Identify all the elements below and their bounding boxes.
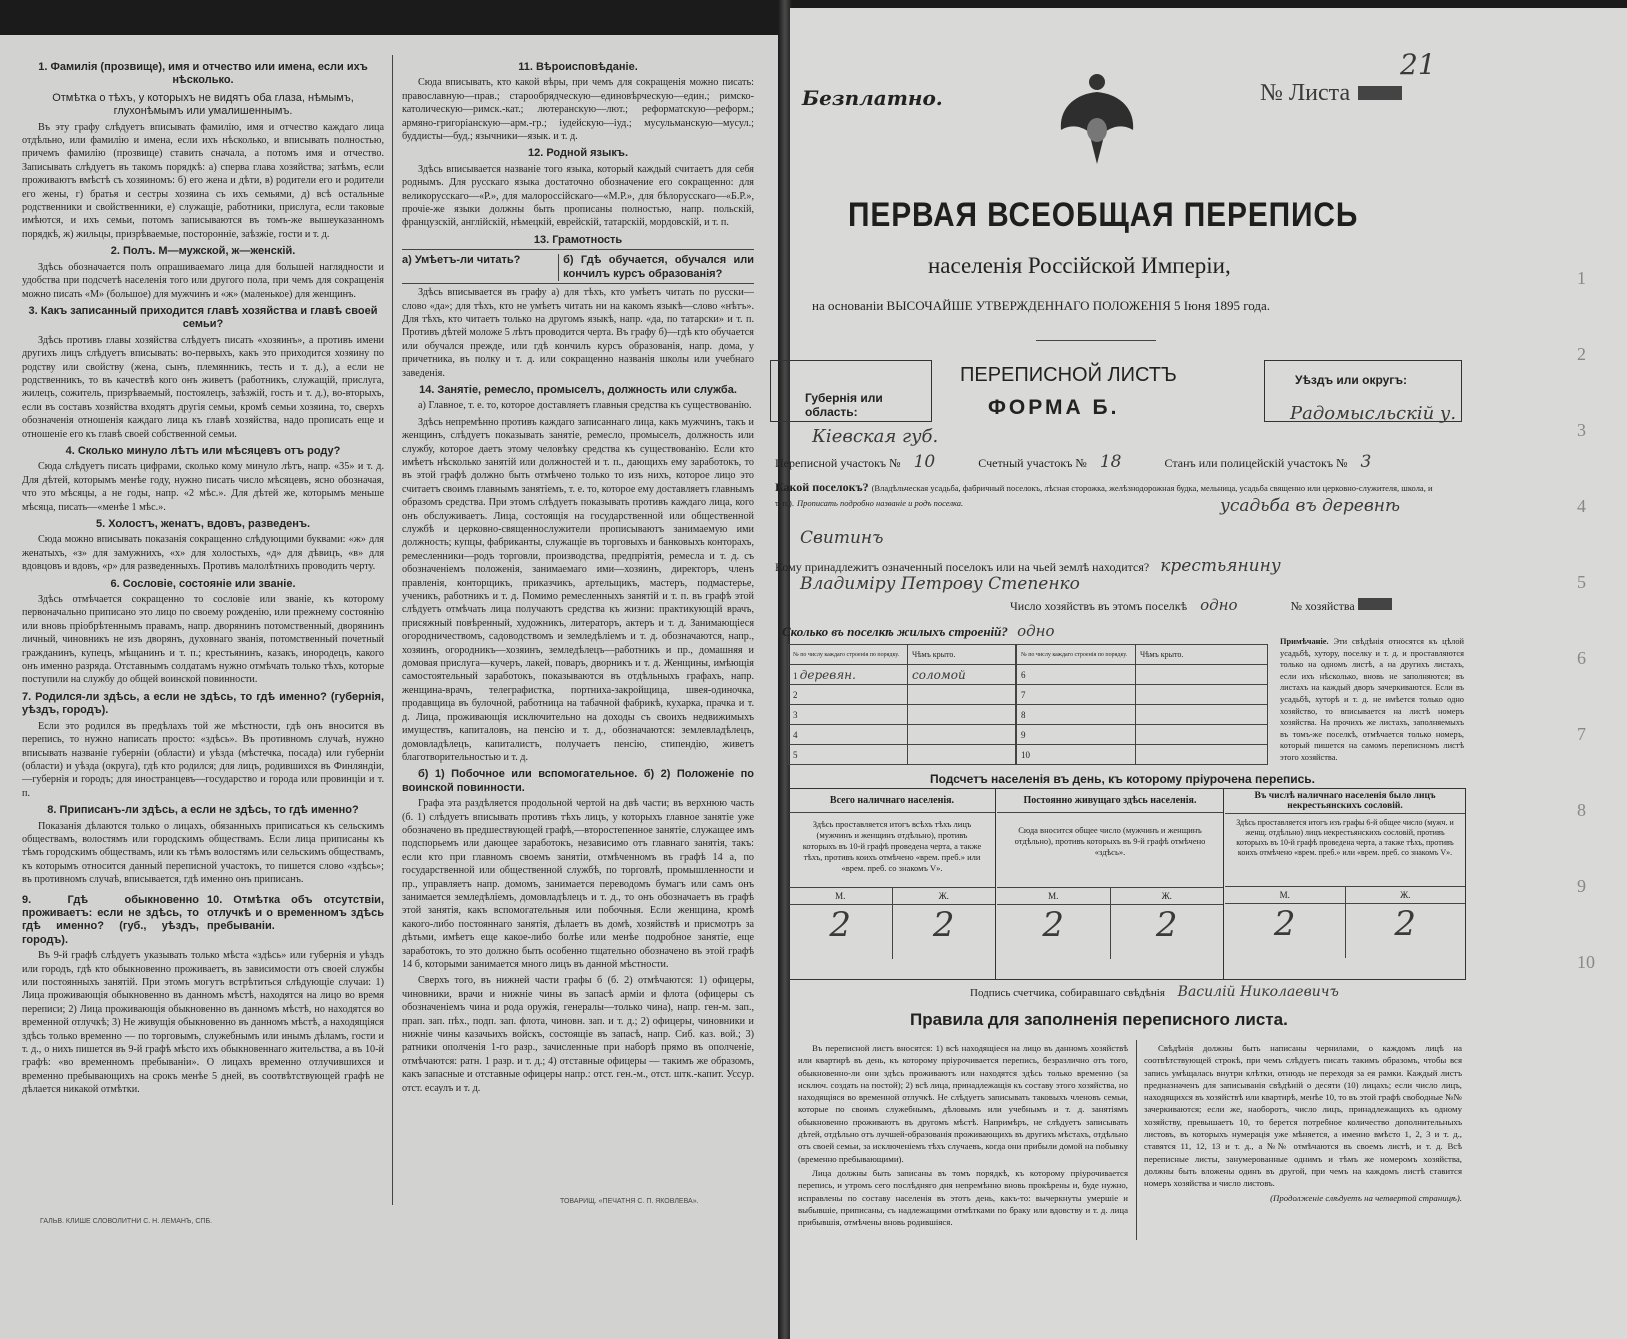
instructions-column-1 bbox=[22, 57, 384, 1100]
female-header: Ж. bbox=[1400, 890, 1411, 900]
gubernia-value: Кіевская губ. bbox=[812, 426, 939, 447]
document-subtitle-2: на основаніи ВЫСОЧАЙШЕ УТВЕРЖДЕННАГО ПОЛОЖЕНІЯ 5 Іюня 1895 года. bbox=[812, 298, 1271, 313]
margin-row-number: 4 bbox=[1577, 496, 1586, 516]
margin-row-number: 10 bbox=[1577, 952, 1595, 972]
section-text: Въ 9-й графѣ слѣдуетъ указывать только мѣста «здѣсь» или губернія и уѣздъ или городъ, гдѣ кто обыкновенно проживаетъ, въ зависимости отъ своей службы или постоянныхъ занятій. При этомъ могутъ встрѣтиться слѣдующіе случаи: 1) Лица проживающія обыкновенно въ данномъ мѣстѣ, находятся на лицо во время переписи; 2) Лица проживающія обыкновенно въ данномъ мѣстѣ, но находятся во временной отлучкѣ; 3) Не живущія обыкновенно въ данномъ мѣстѣ, а находящіяся здѣсь только временно — по торговымъ, служебнымъ или инымъ дѣламъ, гости и т. д., о нихъ пишется въ 9-й графѣ мѣсто ихъ обыкновеннаго жительства, а въ 10-й графѣ: «во временномъ пребываніи». О лицахъ временно отлучившихся и временно пребывающихъ на срокъ менѣе 5 дней, въ соотвѣтствующей графѣ не дѣлается никакой отмѣтки. bbox=[22, 950, 384, 1096]
uchastok-row bbox=[775, 452, 1371, 472]
section-text: Сюда слѣдуетъ писать цифрами, сколько кому минуло лѣтъ, напр. «35» и т. д. Для дѣтей, которымъ менѣе году, нужно писать число мѣсяцевъ, ясно обозначая, что это мѣсяцы, а не годы, напр. «2 мѣс.». Для дѣтей же, которымъ меньше мѣсяца, писать—«менѣе 1 мѣс.». bbox=[22, 461, 384, 513]
section-title: 8. Приписанъ-ли здѣсь, а если не здѣсь, то гдѣ именно? bbox=[47, 804, 359, 817]
male-header: М. bbox=[997, 888, 1111, 904]
rules-column-1 bbox=[798, 1042, 1128, 1228]
count-value: 2 bbox=[1394, 904, 1417, 944]
table-row bbox=[789, 725, 1016, 745]
count-value: 2 bbox=[1155, 905, 1178, 945]
right-page bbox=[775, 8, 1627, 1339]
male-header: М. bbox=[1225, 887, 1346, 903]
section-text: Сюда вписывать, кто какой вѣры, при чемъ для сокращенія можно писать: православную—прав.; старообрядческую—единовѣрческую—един.; римско-католическую—римск.-кат.; лютеранскую—лют.; реформатскую—реформ.; армяно-григоріанскую—арм.-гр.; іудейскую—іуд.; мусульманскую—мусул.; буддисты—буд.; язычники—язык. и т. д. bbox=[402, 77, 754, 143]
gubernia-box bbox=[770, 360, 932, 422]
household-number-label: № хозяйства bbox=[1290, 599, 1355, 613]
buildings-value: одно bbox=[1017, 622, 1055, 640]
margin-row-number: 1 bbox=[1577, 268, 1586, 288]
printer-note: ГАЛЬВ. КЛИШЕ СЛОВОЛИТНИ С. Н. ЛЕМАНЪ, СПБ. bbox=[40, 1218, 212, 1225]
table-cell: 2 bbox=[789, 685, 908, 705]
count-value: 2 bbox=[1225, 904, 1346, 958]
count-column-noncrestian bbox=[1225, 789, 1465, 979]
section-text: Въ эту графу слѣдуетъ вписывать фамилію, имя и отчество каждаго лица отдѣльно, или фамилію и имена, если ихъ нѣсколько, и вписывать полностью, причемъ фамилію (прозвище) ставить сначала, а потомъ имя и отчество. Записывать слѣдуетъ въ такомъ порядкѣ: а) сперва глава хозяйства; затѣмъ, если проживаютъ вмѣстѣ съ хозяиномъ: б) его жена и дѣти, в) родители его и родители его жены, г) братья и сестры хозяина съ ихъ семьями, д) всѣ остальные родственники и свойственники, е) служащіе, работники, прислуга, если таковые имѣются, и ихъ семьи, потомъ записываются въ томъ-же вышеуказанномъ порядкѣ, ж) жильцы, призрѣваемые, посторонніе, заѣзжіе, гости и т. д. bbox=[22, 121, 384, 240]
section-title: 7. Родился-ли здѣсь, а если не здѣсь, то гдѣ именно? (губернія, уѣздъ, городъ). bbox=[22, 690, 384, 717]
households-value: одно bbox=[1200, 596, 1238, 614]
table-cell: деревян. bbox=[799, 667, 856, 682]
printer-note: ТОВАРИЩ. «ПЕЧАТНЯ С. П. ЯКОВЛЕВА». bbox=[560, 1198, 699, 1205]
table-cell: 3 bbox=[789, 705, 908, 725]
signature-row bbox=[970, 984, 1339, 1000]
count-column-title: Всего наличнаго населенія. bbox=[789, 789, 995, 813]
households-row bbox=[1010, 596, 1392, 614]
section-text: Здѣсь непремѣнно противъ каждаго записаннаго лица, какъ мужчинъ, такъ и женщинъ, слѣдуетъ показывать занятіе, ремесло, промыселъ, должность или службу, которое даетъ этому человѣку средства къ существованію. Если кто имѣетъ нѣсколько занятій или должностей и т. п., дающихъ ему заработокъ, то въ этой графѣ должно быть отмѣчено только то изъ нихъ, которое лицо это считаетъ своимъ главнымъ занятіемъ, т. е. то, которое ему доставляетъ главнымъ образомъ средства. При этомъ слѣдуетъ показывать противъ каждаго лица, кого онъ обслуживаетъ. Лица, состоящія на государственной или общественной службѣ и церковно-священнослужители прописываютъ занимаемую ими должность; купцы, фабриканты, служащіе въ торговыхъ и банковыхъ конторахъ, ремесленники—родъ торговли, производства, предпріятія, ремесла и т. д. съ обозначеніемъ положенія, занимаемаго ими—хозяинъ, директоръ, членъ правленія, конторщикъ, приказчикъ, артельщикъ, мастеръ, подмастерье, ученикъ, работникъ и т. д. Помимо ремесленныхъ занятій и т. п. въ графѣ этой слѣдуетъ отмѣчать лица получаютъ средства къ жизни: практикующій врачъ, присяжный повѣренный, художникъ, литераторъ, актеръ и т. д. Занимающіеся огородничествомъ, садоводствомъ и земледѣліемъ и т. д. обозначаются, напр., хозяинъ, огородникъ—хозяинъ, земледѣлецъ—работникъ и пр., домашняя и домовая прислуга—кучеръ, лакей, поваръ, дворникъ и т. д. Женщины, имѣющія самостоятельный заработокъ, показываются въ отдѣльныхъ графахъ, напр. женщина-врачъ, телеграфистка, портниха-закройщица, швея-одиночка, продавщица въ булочной, работница на табачной фабрикѣ, кухарка, прачка и т. д. Лица, проживающія исключительно на доходы съ своихъ недвижимыхъ имуществъ, капиталовъ, на пенсію и т. д., обозначаются: землевладѣлецъ, домовладѣлецъ, капиталистъ, получаетъ пенсію, стипендію, живетъ благотворительностью и т. д. bbox=[402, 416, 754, 763]
count-value: 2 bbox=[789, 905, 893, 959]
margin-row-number: 3 bbox=[1577, 420, 1586, 440]
section-text: Сюда можно вписывать показанія сокращенно слѣдующими буквами: «ж» для женатыхъ, «з» для замужнихъ, «х» для холостыхъ, «д» для дѣвицъ, «в» для вдовцовъ и вдовъ, «р» для разведенныхъ. Противъ малолѣтнихъ проводить черту. bbox=[22, 534, 384, 573]
population-count-table bbox=[788, 788, 1466, 980]
uchastok-label: Переписной участокъ № bbox=[775, 456, 901, 470]
sheet-number-value: 21 bbox=[1400, 48, 1436, 81]
column-divider bbox=[1136, 1040, 1137, 1240]
section-text: Графа эта раздѣляется продольной чертой на двѣ части; въ верхнюю часть (б. 1) слѣдуетъ вписывать противъ тѣхъ лицъ, у которыхъ главное занятіе уже обозначено въ предшествующей графѣ,—второстепенное занятіе, служащее имъ подспорьемъ или дающее заработокъ, независимо отъ главнаго занятія, такъ: если кто при главномъ своемъ занятіи, отмѣченномъ въ графѣ 14 а, по государственной или общественной службѣ, по торговлѣ, промышленности и пр., управляетъ напр. домомъ, занимается переводомъ бумагъ или самъ онъ занимается земледѣліемъ, домовладѣлецъ и т. д., то онъ обозначаетъ въ графѣ этой занятія, какъ вспомогательныя или побочныя. Если женщина, кромѣ какого-либо постояннаго занятія, дѣлаетъ въ домѣ, хозяйствѣ и присмотръ за дѣтьми, имѣетъ еще какое-либо болѣе или менѣе подробное занятіе, еще заработокъ, то это должно быть особенно тщательно обозначено въ этой графѣ 14 б, которыми занимается много лицъ въ данной мѣстности. bbox=[402, 798, 754, 970]
count-column-text: Здѣсь проставляется итогъ изъ графы 6-й общее число (мужч. и женщ. отдѣльно) лицъ некрестьянскихъ сословій, противъ которыхъ въ 10-й графѣ проведена черта, а также тѣхъ, противъ коихъ отмѣчено «врем. преб.» или «врем. преб. со знакомъ V». bbox=[1236, 818, 1454, 857]
households-label: Число хозяйствъ въ этомъ поселкѣ bbox=[1010, 599, 1188, 613]
table-header: № по числу каждаго строенія по порядку. bbox=[1017, 645, 1136, 665]
redaction-mark bbox=[1358, 86, 1402, 100]
rules-continue-note: (Продолженіе слѣдуетъ на четвертой страницѣ). bbox=[1270, 1192, 1462, 1203]
table-row bbox=[1017, 665, 1268, 685]
buildings-row bbox=[782, 622, 1055, 640]
count-column-permanent bbox=[997, 789, 1224, 979]
margin-row-number: 9 bbox=[1577, 876, 1586, 896]
buildings-table-right bbox=[1016, 644, 1268, 765]
section-subtitle: б) 1) Побочное или вспомогательное. б) 2) Положеніе по воинской повинности. bbox=[402, 768, 754, 794]
table-row bbox=[789, 745, 1016, 765]
section-title: 1. Фамилія (прозвище), имя и отчество или имена, если ихъ нѣсколько. bbox=[38, 61, 368, 87]
owner-value: крестьянину bbox=[1160, 556, 1281, 576]
margin-row-number: 5 bbox=[1577, 572, 1586, 592]
table-header: № по числу каждаго строенія по порядку. bbox=[789, 645, 908, 665]
table-cell: 6 bbox=[1017, 665, 1136, 685]
section-title: 14. Занятіе, ремесло, промыселъ, должность или служба. bbox=[419, 383, 737, 396]
table-header: Чѣмъ крыто. bbox=[908, 645, 1016, 665]
gubernia-label: Губернія или область: bbox=[805, 391, 883, 419]
table-cell: 5 bbox=[789, 745, 908, 765]
section-title: 6. Сословіе, состояніе или званіе. bbox=[110, 577, 296, 590]
section-text: Здѣсь вписывается названіе того языка, который каждый считаетъ для себя роднымъ. Для русскаго языка достаточно обозначение его сокращенно: для великорусскаго—«Р.», для малороссійскаго—«М.Р.», для бѣлорусскаго—«Б.Р.», прочіе-же языки должны быть прописаны полностью, напр. польскій, французскій, англійскій, нѣмецкій, еврейскій, татарскій, мордовскій, и т. п. bbox=[402, 163, 754, 229]
buildings-table-left bbox=[788, 644, 1016, 765]
rules-column-2 bbox=[1144, 1042, 1462, 1204]
rules-title: Правила для заполненія переписного листа. bbox=[910, 1010, 1288, 1029]
table-cell: 4 bbox=[789, 725, 908, 745]
note-text: Эти свѣдѣнія относятся къ цѣлой усадьбѣ, хутору, поселку и т. д. и проставляются только на одномъ листѣ, а на другихъ листахъ, если ихъ нѣсколько, вновь не заполняются; въ листахъ на каждый дворъ зачеркиваются. Если въ усадьбѣ, хуторѣ и т. д. не имѣется только одно хозяйство, то вписывается на листѣ номеръ хозяйства. На прочихъ же листахъ, заполняемыхъ въ томъ-же поселкѣ, отмѣчается только номеръ, который пишется на самомъ переписномъ листѣ этого хозяйства. bbox=[1280, 637, 1465, 762]
table-cell: соломой bbox=[908, 665, 1016, 685]
section-subtitle: а) Главное, т. е. то, которое доставляетъ главныя средства къ существованію. bbox=[418, 400, 752, 412]
section-title: 12. Родной языкъ. bbox=[527, 147, 628, 160]
table-row bbox=[1017, 705, 1268, 725]
margin-row-number: 8 bbox=[1577, 800, 1586, 820]
redaction-mark bbox=[1358, 598, 1392, 610]
stan-value: 3 bbox=[1360, 452, 1372, 472]
section-text: Если это родился въ предѣлахъ той же мѣстности, гдѣ онъ вносится въ перепись, то нужно написать просто: «здѣсь». Въ противномъ случаѣ, нужно вписывать названіе губерніи (области) и уѣзда (мѣстечка, посада) или губерніи (области) и уѣзда (округа), гдѣ кто родился; для лицъ, родившихся въ Финляндіи,—губернія и городъ; для иностранцевъ—государство и города или провинціи и т. п. bbox=[22, 720, 384, 799]
stan-label: Станъ или полицейскій участокъ № bbox=[1164, 456, 1348, 470]
section-text: Сверхъ того, въ нижней части графы б (б. 2) отмѣчаются: 1) офицеры, чиновники, врачи и нижніе чины въ запасѣ арміи и флота (офицеры съ обозначеніемъ чина и рода оружія, генералы—только чина), напр. ген-м. зап., прап. зап. пѣх., подп. зап. флота, чиновн. зап. и т. д.; 2) офицеры, чиновники и нижніе чины казачьихъ войскъ, состоящіе въ запасѣ, напр. Сиб. каз. вой.; 3) ратники ополченія 1-го разр., зачисленные при наборѣ прямо въ ополченіе, отмѣчаются: ратн. 1 разр. и т. д.; 4) отставные офицеры — такимъ же образомъ, какъ запасные и отставные офицеры напр.: отст. ген.-м., отст. штк.-капит. Уссур. отст. есаулъ и т. д. bbox=[402, 975, 754, 1094]
table-cell: 10 bbox=[1017, 745, 1136, 765]
poselok-description: (Владѣльческая усадьба, фабричный поселокъ, лѣсная сторожка, желѣзнодорожная будка, мельница, усадьба священно или церковно-служителя, школа, и т. п.). bbox=[775, 483, 1433, 508]
rules-text: Въ переписной листъ вносятся: 1) всѣ находящіеся на лицо въ данномъ хозяйствѣ или квартирѣ въ день, къ которому пріурочивается перепись, безразлично отъ того, обыкновенно-ли они здѣсь проживаютъ или находятся здѣсь только временно (за исключ. создать на постой); 2) всѣ лица, принадлежащія къ составу этого хозяйства, но находящіяся во временной отлучкѣ. Не слѣдуетъ записывать таковыхъ членовъ семьи, которые по своимъ служебнымъ, дѣловымъ или учебнымъ и т. д. занятіямъ обыкновенно проживаютъ въ другомъ мѣстѣ. Напримѣръ, не слѣдуетъ записывать дѣтей, отдѣльно отъ лучшей-образованія проживающихъ въ другихъ мѣстахъ, отдѣльно отъ своей семьи, за исключеніемъ тѣхъ случаевъ, когда они прибыли домой на побывку (временно пребывающими). bbox=[798, 1043, 1128, 1164]
margin-row-number: 6 bbox=[1577, 648, 1586, 668]
section-text: Здѣсь обозначается полъ опрашиваемаго лица для большей наглядности и удобства при подсчетѣ населенія того или другого пола, при чемъ для сокращенія можно писать «М» (большое) для мужчинъ и «ж» (маленькое) для женщинъ. bbox=[22, 261, 384, 300]
schetny-label: Счетный участокъ № bbox=[978, 456, 1087, 470]
table-row bbox=[1017, 725, 1268, 745]
divider bbox=[1036, 340, 1156, 341]
margin-row-number: 7 bbox=[1577, 724, 1586, 744]
owner-row bbox=[775, 556, 1281, 576]
poselok-value: усадьба въ деревнѣ bbox=[1220, 496, 1400, 516]
table-header: Чѣмъ крыто. bbox=[1136, 645, 1268, 665]
count-column-title: Въ числѣ наличнаго населенія было лицъ некрестьянскихъ сословій. bbox=[1225, 789, 1465, 814]
table-row bbox=[789, 665, 1016, 685]
table-cell: 7 bbox=[1017, 685, 1136, 705]
count-value: 2 bbox=[932, 905, 955, 945]
table-row bbox=[789, 685, 1016, 705]
table-row bbox=[1017, 745, 1268, 765]
section-title: 13. Грамотность bbox=[533, 233, 623, 246]
section-title: 2. Полъ. М—мужской, ж—женскій. bbox=[110, 245, 296, 258]
sheet-number-field bbox=[1260, 48, 1436, 107]
table-cell: 9 bbox=[1017, 725, 1136, 745]
table-row bbox=[1017, 685, 1268, 705]
column-divider bbox=[392, 55, 393, 1205]
section-title: 4. Сколько минуло лѣтъ или мѣсяцевъ отъ роду? bbox=[65, 444, 341, 457]
rules-text: Свѣдѣнія должны быть написаны чернилами, о каждомъ лицѣ на соотвѣтствующей строкѣ, при чемъ слѣдуетъ писать такимъ образомъ, чтобы вся запись умѣщалась внутри клѣтки, отнюдь не переходя за ея рамки. Каждый листъ предназначенъ для записыванія свѣдѣній о десяти (10) лицахъ; если число лицъ, находящихся въ хозяйствѣ или квартирѣ, менѣе 10, то въ этой графѣ свободные №№ зачеркиваются; если же, наоборотъ, число лицъ, принадлежащихъ къ одному хозяйству, превышаетъ 10, то берется потребное количество дополнительныхъ листовъ, въ которыхъ нумерація уже мѣняется, а именно вмѣсто 1, 2, 3 и т. д., ставятся 11, 12, 13 и т. д., а №№ отмѣчаются въ своемъ листѣ, и т. д. Всѣ переписные листы, занумерованные однимъ и тѣмъ же номеромъ хозяйства, должны быть вложены одинъ въ другой, при чемъ на каждомъ листѣ ставится номеръ хозяйства и число листовъ. bbox=[1144, 1043, 1462, 1189]
signature-value: Василій Николаевичъ bbox=[1177, 984, 1339, 1000]
section-text: Здѣсь вписывается въ графу а) для тѣхъ, кто умѣетъ читать по русски—слово «да»; для тѣхъ, кто не умѣетъ читать ни на какомъ языкѣ—слово «нѣтъ». Для тѣхъ, кто читаетъ только на другомъ языкѣ, напр. «да, по татарски» и т. п. Противъ дѣтей моложе 5 лѣтъ проводится черта. Въ графу б)—гдѣ кто обучается или обучался прежде, или гдѣ кончилъ курсъ образованія, напр. дома, у причетника, въ полку и т. д. или сокращенно названія школы или учебнаго заведенія. bbox=[402, 287, 754, 379]
form-number: ФОРМА Б. bbox=[988, 396, 1120, 419]
form-title: ПЕРЕПИСНОЙ ЛИСТЪ bbox=[960, 364, 1177, 386]
section-subtitle: Отмѣтка о тѣхъ, у которыхъ не видятъ оба глаза, нѣмымъ, глухонѣмымъ или умалишеннымъ. bbox=[52, 91, 354, 118]
rules-text: Лица должны быть записаны въ томъ порядкѣ, къ которому пріурочивается перепись, и утромъ сего послѣдняго дня непремѣнно вновь прокѣрены и, буде нужно, исправлены по составу населенія въ этотъ день, какъ-то: вычеркнуты умершіе и выбывшіе, приписаны, съ надлежащими отмѣтками по браку или вдовству и т. д. лица прибывшія, отмѣчены вновь родившіяся. bbox=[798, 1167, 1128, 1228]
count-title: Подсчетъ населенія въ день, къ которому пріурочена перепись. bbox=[930, 772, 1315, 786]
section-title: 10. Отмѣтка объ отсутствіи, отлучкѣ и о временномъ здѣсь пребываніи. bbox=[207, 893, 384, 933]
uchastok-value: 10 bbox=[913, 452, 936, 472]
margin-row-number: 2 bbox=[1577, 344, 1586, 364]
section-text: Здѣсь противъ главы хозяйства слѣдуетъ писать «хозяинъ», а противъ имени другихъ лицъ слѣдуетъ вписывать: во-первыхъ, какъ это приходится хозяину по родству или свойству (жена, сынъ, племянникъ, тесть и т. д.), а если не родственникъ, то въ качествѣ кого онъ живетъ (работникъ, служащій, прислуга, жилецъ, сожитель, призрѣваемый, постоялецъ, заѣзжій, гость и т. д.), во-вторыхъ, если въ составъ хозяйства входятъ другія семьи, кромѣ семьи хозяина, то, сверхъ обозначенія отношенія каждаго лица къ главѣ хозяйства, надо прописать еще и отношеніе его къ главѣ своей собственной семьи. bbox=[22, 334, 384, 440]
count-column-title: Постоянно живущаго здѣсь населенія. bbox=[997, 789, 1223, 813]
poselok-note: Прописать подробно названіе и родъ поселка. bbox=[796, 498, 964, 508]
female-header: Ж. bbox=[1161, 891, 1172, 901]
note-title: Примѣчаніе. bbox=[1280, 637, 1329, 646]
uezd-value: Радомысльскій у. bbox=[1290, 403, 1457, 424]
section-text: Здѣсь отмѣчается сокращенно то сословіе или званіе, къ которому первоначально приписано это лицо по своему рожденію, или прежнему состоянію или вновь пріобрѣтеннымъ правамъ, напр. дворянинъ потомственный, дворянинъ личный, чиновникъ не изъ дворянъ, духовнаго званія, потомственный почетный гражданинъ, купецъ, мѣщанинъ и т. п.; крестьянинъ, казакъ, инородецъ, какого онъ именно разряда. Отставнымъ солдатамъ нужно отмѣчать только тѣхъ, которые поступили на службу до общей воинской повинности. bbox=[22, 594, 384, 686]
free-label: Безплатно. bbox=[802, 86, 943, 110]
male-header: М. bbox=[789, 888, 893, 904]
section-title: 5. Холостъ, женатъ, вдовъ, разведенъ. bbox=[95, 518, 311, 530]
section-title: 11. Вѣроисповѣданіе. bbox=[518, 61, 638, 73]
double-eagle-emblem-icon bbox=[1055, 68, 1139, 168]
margin-numbers bbox=[1569, 8, 1609, 1339]
poselok-value-2: Свитинъ bbox=[800, 528, 884, 548]
female-header: Ж. bbox=[938, 891, 949, 901]
count-column-text: Здѣсь проставляется итогъ всѣхъ тѣхъ лицъ (мужчинъ и женщинъ отдѣльно), противъ которыхъ въ 10-й графѣ проведена черта, а также тѣхъ, противъ коихъ отмѣчено «врем. преб.» или «врем. преб. со знакомъ V». bbox=[802, 819, 982, 873]
table-cell: 1 bbox=[793, 670, 798, 681]
document-title: ПЕРВАЯ ВСЕОБЩАЯ ПЕРЕПИСЬ bbox=[848, 196, 1359, 234]
owner-value-2: Владиміру Петрову Степенко bbox=[800, 574, 1080, 594]
count-value: 2 bbox=[997, 905, 1111, 959]
owner-label: Кому принадлежитъ означенный поселокъ или на чьей землѣ находится? bbox=[775, 560, 1150, 574]
section-subtitle: б) Гдѣ обучается, обучался или кончилъ курсъ образованія? bbox=[563, 254, 754, 280]
note-block bbox=[1280, 636, 1464, 764]
buildings-label: Сколько въ поселкѣ жилыхъ строеній? bbox=[782, 624, 1008, 639]
schetny-value: 18 bbox=[1099, 452, 1122, 472]
table-row bbox=[789, 705, 1016, 725]
table-cell: 8 bbox=[1017, 705, 1136, 725]
document-subtitle: населенія Россійской Имперіи, bbox=[928, 253, 1231, 278]
count-column-present bbox=[789, 789, 996, 979]
section-text: Показанія дѣлаются только о лицахъ, обязанныхъ приписаться къ сельскимъ обществамъ, волостямъ или городскимъ обществамъ. Если лица приписаны къ тѣмъ городскимъ обществамъ, или къ тѣмъ волостямъ или сельскимъ обществамъ, къ которымъ относится данный переписной участокъ, то пишется слово «здѣсь»; въ противномъ случаѣ, вписывается, гдѣ именно онъ приписанъ. bbox=[22, 820, 384, 886]
section-title: 9. Гдѣ обыкновенно проживаетъ: если не здѣсь, то гдѣ именно? (губ., уѣздъ, городъ). bbox=[22, 893, 199, 946]
poselok-label: Какой поселокъ? bbox=[775, 480, 869, 494]
instructions-column-2 bbox=[402, 57, 754, 1098]
count-column-text: Сюда вносится общее число (мужчинъ и женщинъ отдѣльно), противъ которыхъ въ 9-й графѣ отмѣчено «здѣсь». bbox=[1014, 825, 1206, 857]
sheet-number-label: № Листа bbox=[1260, 80, 1351, 106]
left-page bbox=[0, 35, 782, 1339]
signature-label: Подпись счетчика, собиравшаго свѣдѣнія bbox=[970, 987, 1165, 999]
uezd-label: Уѣздъ или округъ: bbox=[1295, 373, 1408, 387]
section-title: 3. Какъ записанный приходится главѣ хозяйства и главѣ своей семьи? bbox=[28, 304, 378, 331]
section-subtitle: а) Умѣетъ-ли читать? bbox=[402, 254, 559, 281]
